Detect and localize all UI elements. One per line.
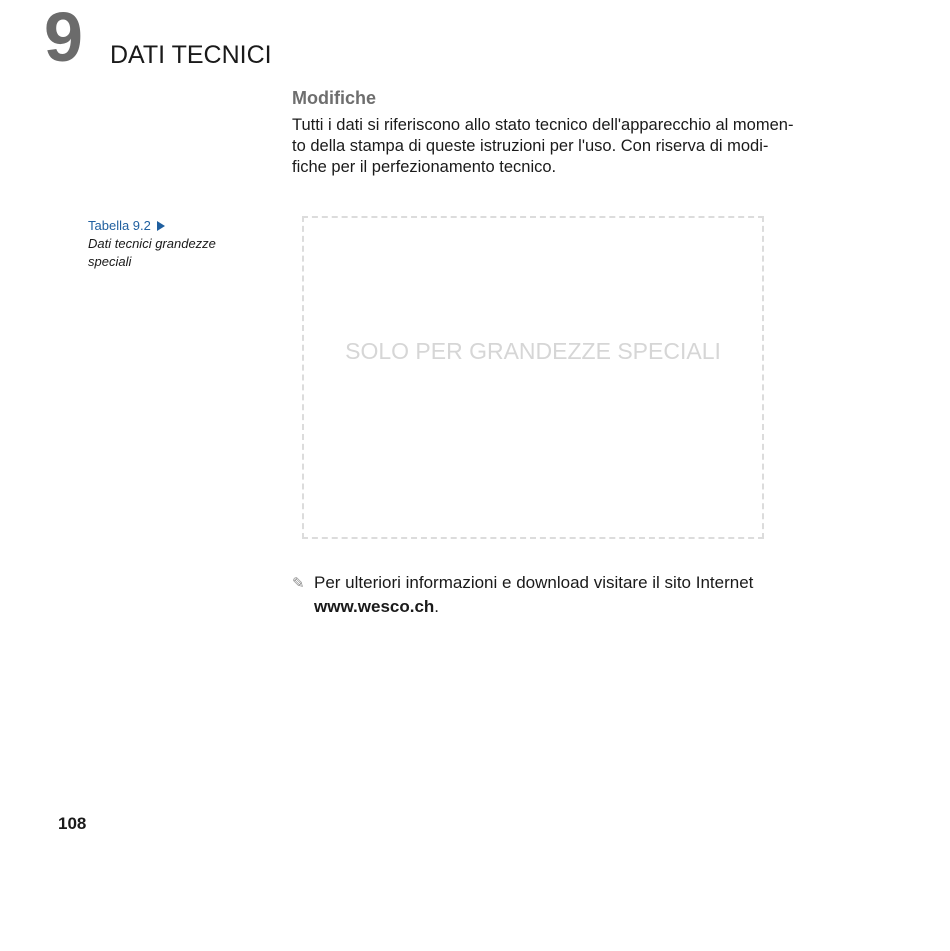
table-reference-link[interactable] [88,217,268,235]
page-number: 108 [58,814,87,833]
caption-description [88,235,268,271]
caption-line: speciali [88,254,132,269]
pencil-icon: ✎ [292,575,305,592]
section-body [292,115,822,178]
body-line: Tutti i dati si riferiscono allo stato tecnico dell'apparecchio al momen- [292,116,794,134]
body-line: fiche per il perfezionamento tecnico. [292,158,557,176]
right-triangle-icon [157,221,165,231]
chapter-number: 9 [44,0,81,76]
note-text: Per ulteriori informazioni e download visitare il sito Internet [314,573,754,592]
chapter-title: DATI TECNICI [110,41,272,69]
info-note [292,571,812,619]
table-reference-label: Tabella 9.2 [88,218,151,233]
special-sizes-placeholder [302,216,764,539]
placeholder-label: SOLO PER GRANDEZZE SPECIALI [345,338,721,364]
note-suffix: . [434,597,440,616]
website-link[interactable]: www.wesco.ch [314,597,435,616]
section-heading: Modifiche [292,88,376,108]
caption-line: Dati tecnici grandezze [88,236,216,251]
table-caption [88,217,268,271]
body-line: to della stampa di queste istruzioni per l'uso. Con riserva di modi- [292,137,769,155]
